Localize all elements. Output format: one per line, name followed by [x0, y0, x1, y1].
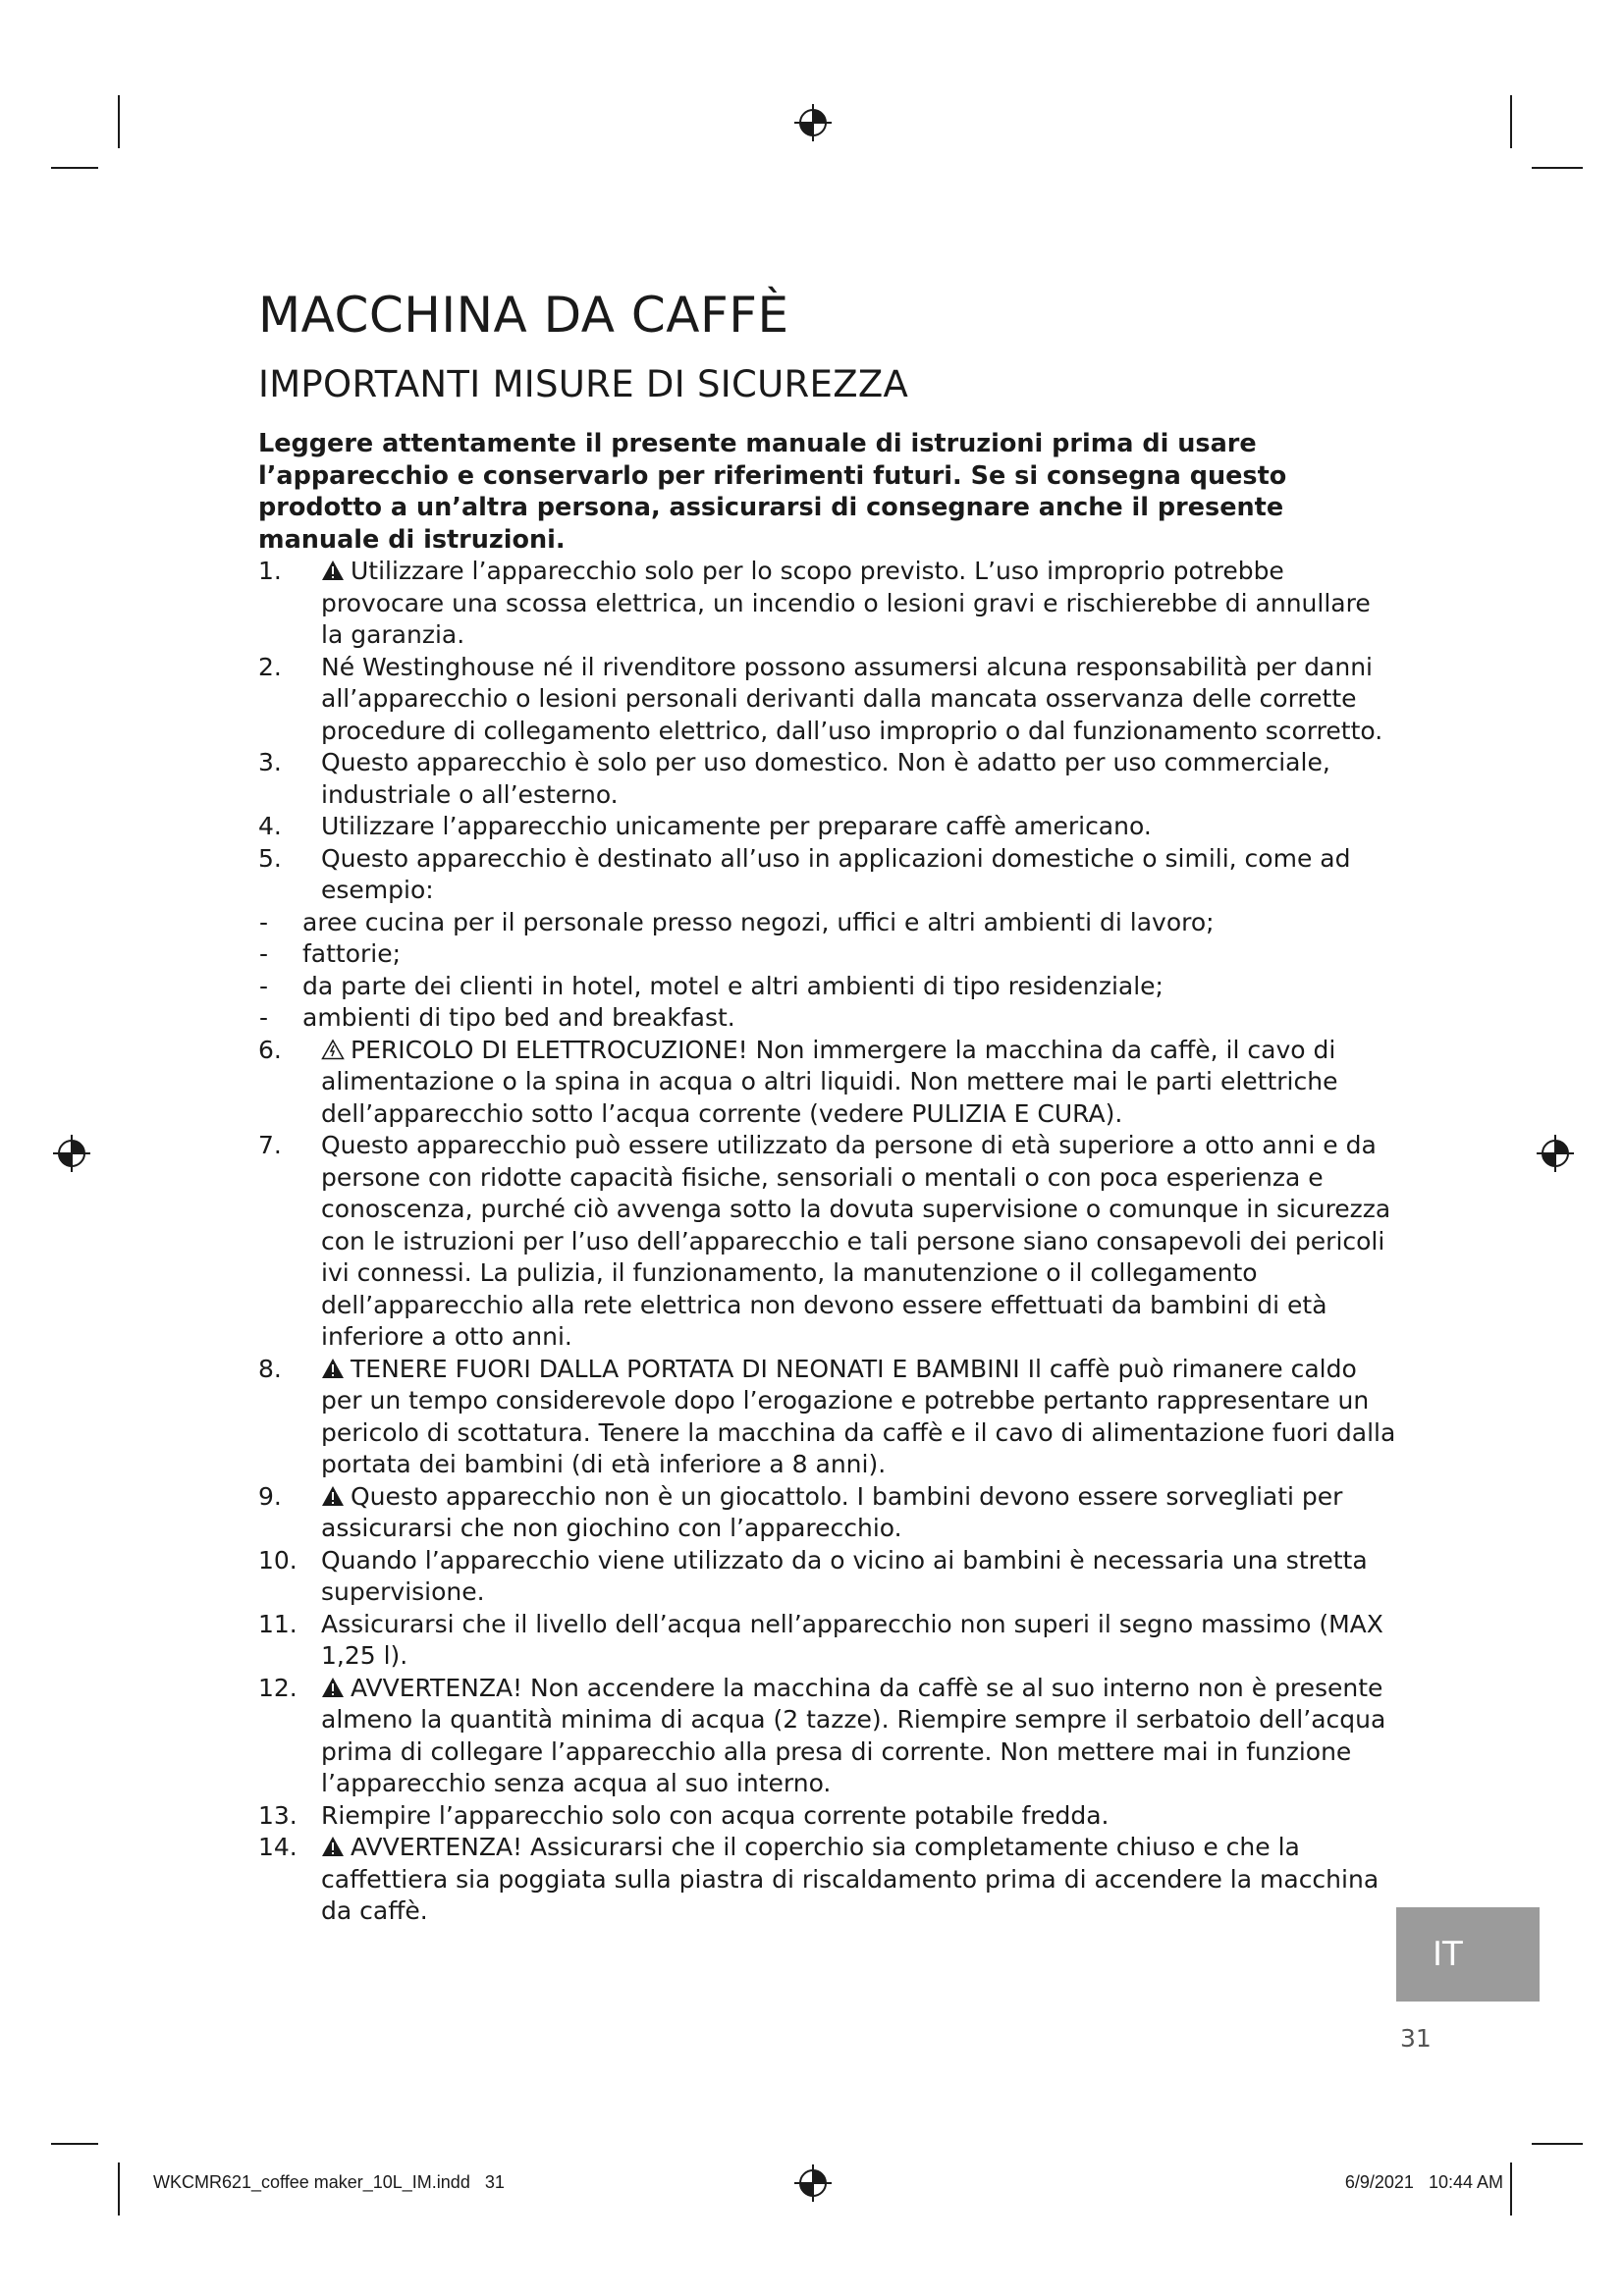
list-subitem: [258, 938, 1397, 971]
item-text: aree cucina per il personale presso negozi, uffici e altri ambienti di lavoro;: [302, 907, 1215, 936]
list-subitem: [258, 1002, 1397, 1035]
safety-list: [258, 556, 1397, 1928]
list-subitem: [258, 907, 1397, 939]
registration-mark-icon: [793, 103, 833, 142]
crop-mark-bottom-left-v: [118, 2163, 120, 2216]
item-number: 12.: [258, 1673, 298, 1702]
section-subtitle: IMPORTANTI MISURE DI SICUREZZA: [258, 363, 909, 405]
language-tab: IT: [1396, 1907, 1540, 2002]
item-number: 1.: [258, 557, 282, 585]
list-item: [258, 843, 1397, 907]
crop-mark-top-left-v: [118, 95, 120, 148]
warning-triangle-icon: [321, 1485, 345, 1507]
item-dash: -: [259, 939, 269, 968]
item-text: fattorie;: [302, 939, 402, 968]
registration-mark-icon: [1536, 1134, 1575, 1173]
warning-triangle-icon: [321, 1836, 345, 1857]
list-item: [258, 1130, 1397, 1354]
item-text: Questo apparecchio non è un giocattolo. I bambini devono essere sorvegliati per assicurarsi che non giochino con l’apparecchio.: [321, 1481, 1343, 1542]
registration-mark-icon: [52, 1134, 91, 1173]
list-item: [258, 1832, 1397, 1928]
list-item: [258, 1609, 1397, 1673]
list-item: [258, 811, 1397, 843]
item-text: PERICOLO DI ELETTROCUZIONE! Non immergere la macchina da caffè, il cavo di alimentazione o la spina in acqua o altri liquidi. Non mettere mai le parti elettriche dell’apparecchio sotto l’acqua corrente (vedere PULIZIA E CURA).: [321, 1035, 1338, 1128]
item-number: 5.: [258, 843, 282, 873]
list-item: [258, 1545, 1397, 1609]
item-number: 10.: [258, 1545, 298, 1575]
crop-mark-top-right-v: [1510, 95, 1512, 148]
list-item: [258, 1800, 1397, 1833]
item-text: Questo apparecchio può essere utilizzato da persone di età superiore a otto anni e da persone con ridotte capacità fisiche, sensoriali o mentali o con poca esperienza e conoscenza, purché ciò avvenga sotto la dovuta supervisione o comunque in sicurezza con le istruzioni per l’uso dell’apparecchio e tali persone siano consapevoli dei pericoli ivi connessi. La pulizia, il funzionamento, la manutenzione o il collegamento dell’apparecchio alla rete elettrica non devono essere effettuati da bambini di età inferiore a otto anni.: [321, 1131, 1391, 1351]
item-number: 2.: [258, 652, 282, 681]
item-number: 11.: [258, 1609, 298, 1638]
item-dash: -: [259, 971, 269, 1000]
item-text: Riempire l’apparecchio solo con acqua corrente potabile fredda.: [321, 1800, 1110, 1830]
crop-mark-bottom-right-h: [1532, 2143, 1583, 2145]
list-item: [258, 652, 1397, 748]
item-text: Utilizzare l’apparecchio unicamente per preparare caffè americano.: [321, 812, 1152, 840]
page-number: 31: [1400, 2024, 1432, 2053]
list-item: [258, 1481, 1397, 1545]
warning-triangle-icon: [321, 560, 345, 581]
crop-mark-top-right-h: [1532, 167, 1583, 169]
crop-mark-bottom-left-h: [51, 2143, 98, 2145]
registration-mark-icon: [793, 2163, 833, 2203]
item-number: 9.: [258, 1481, 282, 1511]
item-number: 6.: [258, 1035, 282, 1064]
item-text: AVVERTENZA! Assicurarsi che il coperchio sia completamente chiuso e che la caffettiera sia poggiata sulla piastra di riscaldamento prima di accendere la macchina da caffè.: [321, 1833, 1380, 1925]
list-subitem: [258, 971, 1397, 1003]
crop-mark-top-left-h: [51, 167, 98, 169]
list-item: [258, 556, 1397, 652]
item-number: 3.: [258, 748, 282, 776]
item-text: ambienti di tipo bed and breakfast.: [302, 1003, 735, 1032]
item-number: 13.: [258, 1800, 298, 1830]
slug-timestamp: 6/9/2021 10:44 AM: [1344, 2172, 1503, 2192]
item-number: 8.: [258, 1354, 282, 1383]
item-number: 7.: [258, 1131, 282, 1159]
item-text: Quando l’apparecchio viene utilizzato da o vicino ai bambini è necessaria una stretta supervisione.: [321, 1545, 1368, 1606]
warning-triangle-icon: [321, 1677, 345, 1698]
item-text: Questo apparecchio è solo per uso domestico. Non è adatto per uso commerciale, industriale o all’esterno.: [321, 748, 1330, 809]
list-item: [258, 1673, 1397, 1800]
item-number: 4.: [258, 812, 282, 840]
list-item: [258, 747, 1397, 811]
item-text: Assicurarsi che il livello dell’acqua nell’apparecchio non superi il segno massimo (MAX 1,25 l).: [321, 1609, 1383, 1670]
item-text: Utilizzare l’apparecchio solo per lo scopo previsto. L’uso improprio potrebbe provocare una scossa elettrica, un incendio o lesioni gravi e rischierebbe di annullare la garanzia.: [321, 557, 1371, 649]
item-dash: -: [259, 1003, 269, 1032]
crop-mark-bottom-right-v: [1510, 2163, 1512, 2216]
intro-paragraph: Leggere attentamente il presente manuale di istruzioni prima di usare l’apparecchio e conservarlo per riferimenti futuri. Se si consegna questo prodotto a un’altra persona, assicurarsi di consegnare anche il presente manuale di istruzioni.: [258, 429, 1287, 555]
item-text: AVVERTENZA! Non accendere la macchina da caffè se al suo interno non è presente almeno la quantità minima di acqua (2 tazze). Riempire sempre il serbatoio dell’acqua prima di collegare l’apparecchio alla presa di corrente. Non mettere mai in funzione l’apparecchio senza acqua al suo interno.: [321, 1673, 1386, 1797]
warning-triangle-icon: [321, 1358, 345, 1379]
slug-filename: WKCMR621_coffee maker_10L_IM.indd 31: [153, 2172, 505, 2192]
page-title: MACCHINA DA CAFFÈ: [258, 287, 789, 344]
warning-triangle-icon: [321, 1039, 345, 1060]
list-item: [258, 1035, 1397, 1131]
item-number: 14.: [258, 1833, 298, 1861]
item-dash: -: [259, 907, 269, 936]
item-text: TENERE FUORI DALLA PORTATA DI NEONATI E BAMBINI Il caffè può rimanere caldo per un tempo considerevole dopo l’erogazione e potrebbe pertanto rappresentare un pericolo di scottatura. Tenere la macchina da caffè e il cavo di alimentazione fuori dalla portata dei bambini (di età inferiore a 8 anni).: [321, 1354, 1396, 1478]
item-text: Questo apparecchio è destinato all’uso in applicazioni domestiche o simili, come ad esempio:: [321, 843, 1351, 904]
item-text: Né Westinghouse né il rivenditore possono assumersi alcuna responsabilità per danni all’apparecchio o lesioni personali derivanti dalla mancata osservanza delle corrette procedure di collegamento elettrico, dall’uso improprio o dal funzionamento scorretto.: [321, 652, 1383, 745]
list-item: [258, 1354, 1397, 1481]
item-text: da parte dei clienti in hotel, motel e altri ambienti di tipo residenziale;: [302, 971, 1164, 1000]
